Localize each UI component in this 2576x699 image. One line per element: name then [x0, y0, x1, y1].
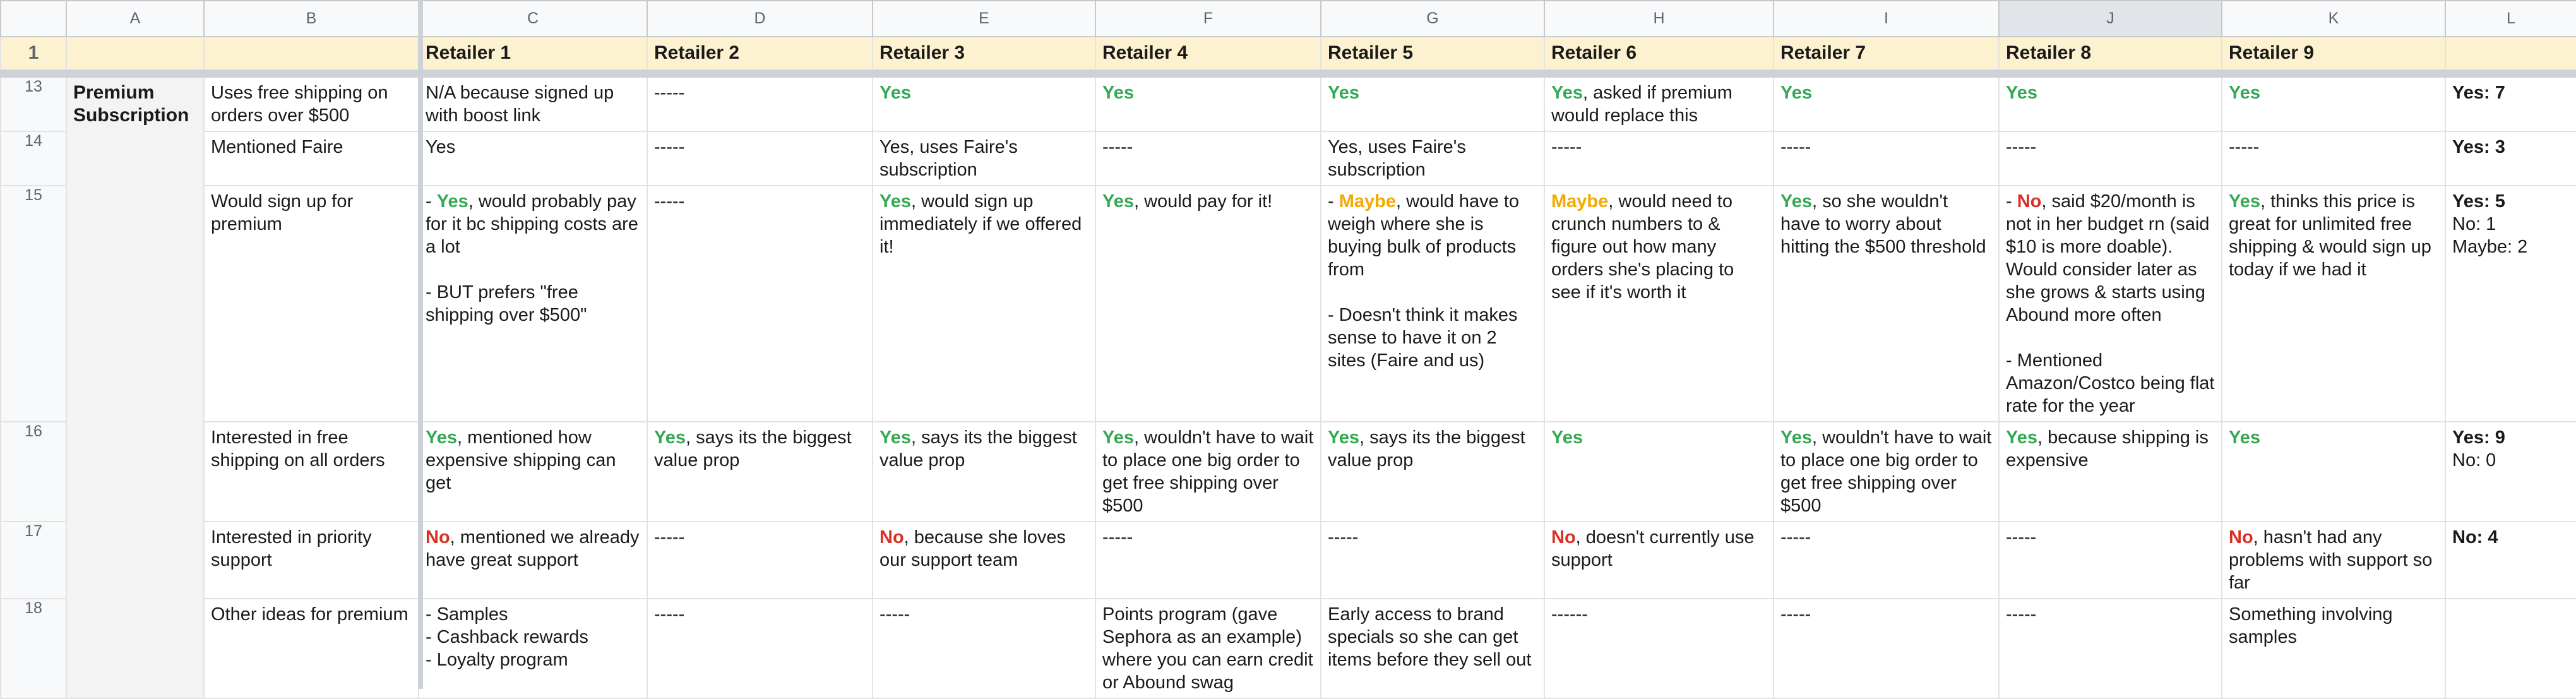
response-text [1096, 522, 1320, 553]
retailer-header[interactable] [419, 37, 647, 69]
row-number[interactable]: 13 [1, 77, 66, 131]
answer-tag: Maybe [1339, 191, 1396, 212]
question-cell[interactable] [204, 522, 419, 599]
column-header-b[interactable]: B [204, 1, 419, 37]
response-text [1096, 599, 1320, 698]
response-cell[interactable] [873, 422, 1095, 522]
retailer-header-label: Retailer 5 [1328, 42, 1414, 63]
answer-tag: Yes [1102, 83, 1134, 103]
response-cell[interactable] [1999, 186, 2222, 422]
response-cell[interactable] [1774, 77, 1999, 131]
retailer-header[interactable] [873, 37, 1095, 69]
cell-text: , would need to crunch numbers to & figure out how many orders she's placing to see if it's worth it [1551, 191, 1734, 302]
response-text [419, 599, 647, 675]
retailer-header-label: Retailer 6 [1551, 42, 1637, 63]
column-header-i[interactable]: I [1774, 1, 1999, 37]
table-row [1, 422, 2576, 522]
response-text [873, 132, 1095, 185]
answer-tag: No [1551, 527, 1576, 547]
answer-tag: Yes [1780, 427, 1812, 448]
question-text: Interested in priority support [211, 527, 372, 570]
question-cell[interactable] [204, 599, 419, 698]
cell-text: ------ [1551, 604, 1588, 624]
response-cell[interactable] [1544, 186, 1774, 422]
response-cell[interactable] [1321, 422, 1544, 522]
response-text [873, 186, 1095, 262]
response-text [2000, 599, 2221, 630]
retailer-header[interactable] [647, 37, 873, 69]
response-text [419, 522, 647, 575]
response-cell[interactable] [647, 77, 873, 131]
response-text [419, 132, 647, 162]
response-text [2222, 186, 2445, 285]
response-text [1545, 599, 1773, 630]
response-cell[interactable] [1999, 77, 2222, 131]
retailer-header[interactable] [1774, 37, 1999, 69]
cell-text: ----- [1102, 527, 1133, 547]
summary-text [2446, 522, 2576, 553]
summary-count: Yes: 3 [2452, 137, 2505, 157]
retailer-header[interactable] [1999, 37, 2222, 69]
response-cell[interactable] [419, 131, 647, 186]
summary-count: No: 0 [2452, 450, 2496, 470]
question-cell[interactable] [204, 186, 419, 422]
answer-tag: Yes [1780, 83, 1812, 103]
response-cell[interactable] [419, 186, 647, 422]
response-text [1545, 186, 1773, 308]
response-text [1774, 186, 1998, 262]
response-text [2222, 599, 2445, 652]
response-cell[interactable] [2222, 522, 2445, 599]
summary-cell[interactable] [2445, 131, 2576, 186]
response-cell[interactable] [1321, 522, 1544, 599]
response-text [1545, 422, 1773, 453]
cell-text: , would sign up immediately if we offered it! [880, 191, 1082, 257]
response-text [2222, 422, 2445, 453]
answer-tag: Yes [2006, 427, 2037, 448]
response-text [648, 522, 872, 553]
response-cell[interactable] [647, 422, 873, 522]
retailer-header-label: Retailer 4 [1102, 42, 1188, 63]
cell-text: - [426, 191, 437, 212]
question-text: Would sign up for premium [211, 191, 354, 234]
cell-text: ----- [880, 604, 910, 624]
response-text [1774, 78, 1998, 108]
answer-tag: No [2229, 527, 2253, 547]
response-cell[interactable] [1544, 522, 1774, 599]
response-text [648, 186, 872, 217]
response-cell[interactable] [873, 186, 1095, 422]
cell-text: - [2006, 191, 2017, 212]
column-header-h[interactable]: H [1544, 1, 1774, 37]
cell-text: , doesn't currently use support [1551, 527, 1755, 570]
response-cell[interactable] [2222, 599, 2445, 698]
response-cell[interactable] [1095, 599, 1321, 698]
question-text: Interested in free shipping on all orders [211, 427, 385, 470]
response-cell[interactable] [1999, 422, 2222, 522]
response-text [648, 78, 872, 108]
cell-text: , mentioned we already have great support [426, 527, 640, 570]
response-text [1774, 132, 1998, 162]
cell-text: - Mentioned Amazon/Costco being flat rate for the year [2006, 350, 2215, 416]
question-cell[interactable] [204, 131, 419, 186]
response-cell[interactable] [1095, 422, 1321, 522]
response-text [873, 78, 1095, 108]
question-text: Mentioned Faire [211, 137, 343, 157]
cell-L1[interactable] [2445, 37, 2576, 69]
response-cell[interactable] [2222, 77, 2445, 131]
response-cell[interactable] [647, 599, 873, 698]
response-text [1096, 132, 1320, 162]
answer-tag: Yes [880, 191, 911, 212]
answer-tag: Yes [1328, 427, 1359, 448]
response-cell[interactable] [1544, 422, 1774, 522]
response-cell[interactable] [1321, 186, 1544, 422]
answer-tag: Yes [1780, 191, 1812, 212]
cell-text: , because she loves our support team [880, 527, 1066, 570]
response-cell[interactable] [873, 131, 1095, 186]
response-text [2000, 78, 2221, 108]
response-cell[interactable] [2222, 186, 2445, 422]
response-text [1096, 186, 1320, 217]
summary-cell[interactable] [2445, 599, 2576, 698]
response-text [1774, 422, 1998, 521]
response-text [1321, 422, 1544, 475]
cell-text: , wouldn't have to wait to place one big order to get free shipping over $500 [1102, 427, 1314, 516]
cell-text: , would pay for it! [1134, 191, 1273, 212]
summary-text [2446, 132, 2576, 162]
summary-text [2446, 599, 2576, 607]
cell-text: , would probably pay for it bc shipping costs are a lot [426, 191, 638, 257]
response-cell[interactable] [1095, 131, 1321, 186]
response-text [648, 132, 872, 162]
response-text [2000, 186, 2221, 421]
cell-text: , says its the biggest value prop [654, 427, 852, 470]
response-text [419, 422, 647, 498]
answer-tag: Yes [880, 427, 911, 448]
response-cell[interactable] [873, 77, 1095, 131]
response-cell[interactable] [1095, 186, 1321, 422]
response-cell[interactable] [1999, 599, 2222, 698]
cell-text: Yes, uses Faire's subscription [880, 137, 1018, 180]
response-text [648, 599, 872, 630]
response-cell[interactable] [419, 599, 647, 698]
answer-tag: Yes [2229, 83, 2260, 103]
response-text [873, 599, 1095, 630]
question-cell[interactable] [204, 422, 419, 522]
row-number[interactable]: 17 [1, 522, 66, 599]
column-header-a[interactable]: A [66, 1, 204, 37]
row-number[interactable]: 16 [1, 422, 66, 522]
response-cell[interactable] [1095, 522, 1321, 599]
response-cell[interactable] [2222, 131, 2445, 186]
cell-text: , said $20/month is not in her budget rn (said $10 is more doable). Would consider later as she grows & starts using Abound more often [2006, 191, 2210, 325]
cell-text: - Loyalty program [426, 650, 568, 670]
response-cell[interactable] [1999, 522, 2222, 599]
cell-text: , says its the biggest value prop [880, 427, 1077, 470]
cell-text: , says its the biggest value prop [1328, 427, 1525, 470]
category-label: Premium Subscription [73, 82, 189, 126]
question-cell[interactable] [204, 77, 419, 131]
summary-cell[interactable] [2445, 522, 2576, 599]
summary-count: No: 4 [2452, 527, 2498, 547]
response-cell[interactable] [1774, 131, 1999, 186]
summary-text [2446, 422, 2576, 475]
response-text [1774, 522, 1998, 553]
cell-text: - Samples [426, 604, 508, 624]
response-text [419, 186, 647, 330]
answer-tag: Maybe [1551, 191, 1609, 212]
summary-cell[interactable] [2445, 422, 2576, 522]
retailer-header-label: Retailer 1 [426, 42, 511, 63]
question-text: Uses free shipping on orders over $500 [211, 83, 388, 126]
summary-text [2446, 78, 2576, 108]
answer-tag: Yes [2229, 191, 2260, 212]
retailer-header-label: Retailer 2 [654, 42, 740, 63]
response-text [1774, 599, 1998, 630]
response-cell[interactable] [873, 599, 1095, 698]
retailer-header[interactable] [2222, 37, 2445, 69]
response-text [2000, 132, 2221, 162]
cell-text: Yes, uses Faire's subscription [1328, 137, 1466, 180]
answer-tag: Yes [1551, 427, 1583, 448]
retailer-header-label: Retailer 9 [2229, 42, 2315, 63]
cell-text: ----- [1780, 137, 1811, 157]
table-row [1, 186, 2576, 422]
summary-text [2446, 186, 2576, 262]
cell-text: ----- [1328, 527, 1359, 547]
cell-text: , wouldn't have to wait to place one big order to get free shipping over $500 [1780, 427, 1992, 516]
cell-text: ----- [654, 191, 685, 212]
response-cell[interactable] [1321, 77, 1544, 131]
response-text [2000, 522, 2221, 553]
column-header-j[interactable]: J [1999, 1, 2222, 37]
summary-count: Yes: 9 [2452, 427, 2505, 448]
cell-text: ----- [1551, 137, 1582, 157]
column-header-f[interactable]: F [1095, 1, 1321, 37]
cell-text: ----- [654, 83, 685, 103]
cell-text: ----- [2006, 137, 2037, 157]
cell-text: , hasn't had any problems with support so far [2229, 527, 2433, 593]
column-header-e[interactable]: E [873, 1, 1095, 37]
response-cell[interactable] [1544, 131, 1774, 186]
retailer-header-label: Retailer 7 [1780, 42, 1866, 63]
response-text [1545, 132, 1773, 162]
response-cell[interactable] [647, 131, 873, 186]
cell-text: , thinks this price is great for unlimited free shipping & would sign up today if we had it [2229, 191, 2431, 280]
column-header-l[interactable]: L [2445, 1, 2576, 37]
table-row [1, 131, 2576, 186]
response-cell[interactable] [873, 522, 1095, 599]
response-cell[interactable] [419, 77, 647, 131]
cell-text: ----- [1102, 137, 1133, 157]
summary-cell[interactable] [2445, 186, 2576, 422]
column-header-k[interactable]: K [2222, 1, 2445, 37]
answer-tag: Yes [2229, 427, 2260, 448]
cell-text: ----- [1780, 604, 1811, 624]
answer-tag: Yes [1551, 83, 1583, 103]
row-number[interactable]: 18 [1, 599, 66, 698]
cell-text: ----- [1780, 527, 1811, 547]
response-text [873, 522, 1095, 575]
response-cell[interactable] [1095, 77, 1321, 131]
cell-text: Yes [426, 137, 456, 157]
retailer-header-label: Retailer 3 [880, 42, 965, 63]
column-header-row [1, 1, 2576, 37]
frozen-rows-divider[interactable] [1, 69, 2576, 77]
category-cell[interactable] [66, 77, 204, 698]
column-header-d[interactable]: D [647, 1, 873, 37]
response-cell[interactable] [2222, 422, 2445, 522]
response-cell[interactable] [1774, 599, 1999, 698]
retailer-header[interactable] [1095, 37, 1321, 69]
cell-text: Points program (gave Sephora as an example) where you can earn credit or Abound swag [1102, 604, 1313, 693]
response-text [1321, 132, 1544, 185]
response-text [648, 422, 872, 475]
response-cell[interactable] [1999, 131, 2222, 186]
summary-count: No: 1 [2452, 214, 2496, 234]
response-text [2222, 78, 2445, 108]
cell-text: N/A because signed up with boost link [426, 83, 614, 126]
response-cell[interactable] [647, 186, 873, 422]
answer-tag: Yes [1328, 83, 1359, 103]
response-text [2000, 422, 2221, 475]
response-cell[interactable] [1544, 77, 1774, 131]
retailer-header[interactable] [1321, 37, 1544, 69]
cell-text: - BUT prefers "free shipping over $500" [426, 282, 587, 325]
frozen-columns-divider[interactable] [418, 0, 423, 689]
cell-text: , because shipping is expensive [2006, 427, 2209, 470]
response-cell[interactable] [1544, 599, 1774, 698]
select-all-corner[interactable] [1, 1, 66, 37]
answer-tag: Yes [880, 83, 911, 103]
response-cell[interactable] [419, 422, 647, 522]
cell-text: ----- [2006, 604, 2037, 624]
table-row [1, 77, 2576, 131]
cell-text: - Doesn't think it makes sense to have it on 2 sites (Faire and us) [1328, 305, 1518, 371]
response-cell[interactable] [647, 522, 873, 599]
cell-text: Early access to brand specials so she can get items before they sell out [1328, 604, 1532, 670]
response-text [1545, 78, 1773, 131]
question-text: Other ideas for premium [211, 604, 408, 624]
retailer-header[interactable] [1544, 37, 1774, 69]
cell-text: ----- [654, 527, 685, 547]
response-cell[interactable] [1774, 422, 1999, 522]
answer-tag: No [880, 527, 904, 547]
response-text [1321, 186, 1544, 376]
response-cell[interactable] [1321, 131, 1544, 186]
answer-tag: Yes [436, 191, 468, 212]
answer-tag: No [426, 527, 450, 547]
column-header-g[interactable]: G [1321, 1, 1544, 37]
response-text [2222, 522, 2445, 598]
response-cell[interactable] [1321, 599, 1544, 698]
cell-text: , asked if premium would replace this [1551, 83, 1732, 126]
answer-tag: Yes [2006, 83, 2037, 103]
response-text [2222, 132, 2445, 162]
answer-tag: No [2017, 191, 2042, 212]
response-text [1096, 422, 1320, 521]
cell-text: ----- [654, 137, 685, 157]
summary-count: Maybe: 2 [2452, 237, 2528, 257]
table-row [1, 522, 2576, 599]
summary-count: Yes: 5 [2452, 191, 2505, 212]
row-number[interactable]: 15 [1, 186, 66, 422]
answer-tag: Yes [426, 427, 457, 448]
response-text [1545, 522, 1773, 575]
header-row [1, 37, 2576, 69]
cell-text: ----- [654, 604, 685, 624]
column-header-c[interactable]: C [419, 1, 647, 37]
cell-text: - Cashback rewards [426, 627, 588, 647]
cell-text: , mentioned how expensive shipping can get [426, 427, 616, 493]
answer-tag: Yes [1102, 427, 1134, 448]
cell-text: , so she wouldn't have to worry about hitting the $500 threshold [1780, 191, 1986, 257]
response-text [873, 422, 1095, 475]
summary-cell[interactable] [2445, 77, 2576, 131]
summary-count: Yes: 7 [2452, 83, 2505, 103]
row-number[interactable]: 14 [1, 131, 66, 186]
cell-text: - [1328, 191, 1339, 212]
table-row [1, 599, 2576, 698]
response-cell[interactable] [1774, 186, 1999, 422]
answer-tag: Yes [1102, 191, 1134, 212]
cell-A1[interactable] [66, 37, 204, 69]
cell-text: ----- [2006, 527, 2037, 547]
cell-text: ----- [2229, 137, 2260, 157]
response-text [1096, 78, 1320, 108]
response-text [1321, 78, 1544, 108]
response-text [1321, 599, 1544, 675]
row-number[interactable]: 1 [1, 37, 66, 69]
response-text [1321, 522, 1544, 553]
cell-text: , would have to weigh where she is buying bulk of products from [1328, 191, 1520, 280]
cell-text: Something involving samples [2229, 604, 2393, 647]
cell-B1[interactable] [204, 37, 419, 69]
response-text [419, 78, 647, 131]
response-cell[interactable] [419, 522, 647, 599]
answer-tag: Yes [654, 427, 686, 448]
retailer-header-label: Retailer 8 [2006, 42, 2092, 63]
response-cell[interactable] [1774, 522, 1999, 599]
